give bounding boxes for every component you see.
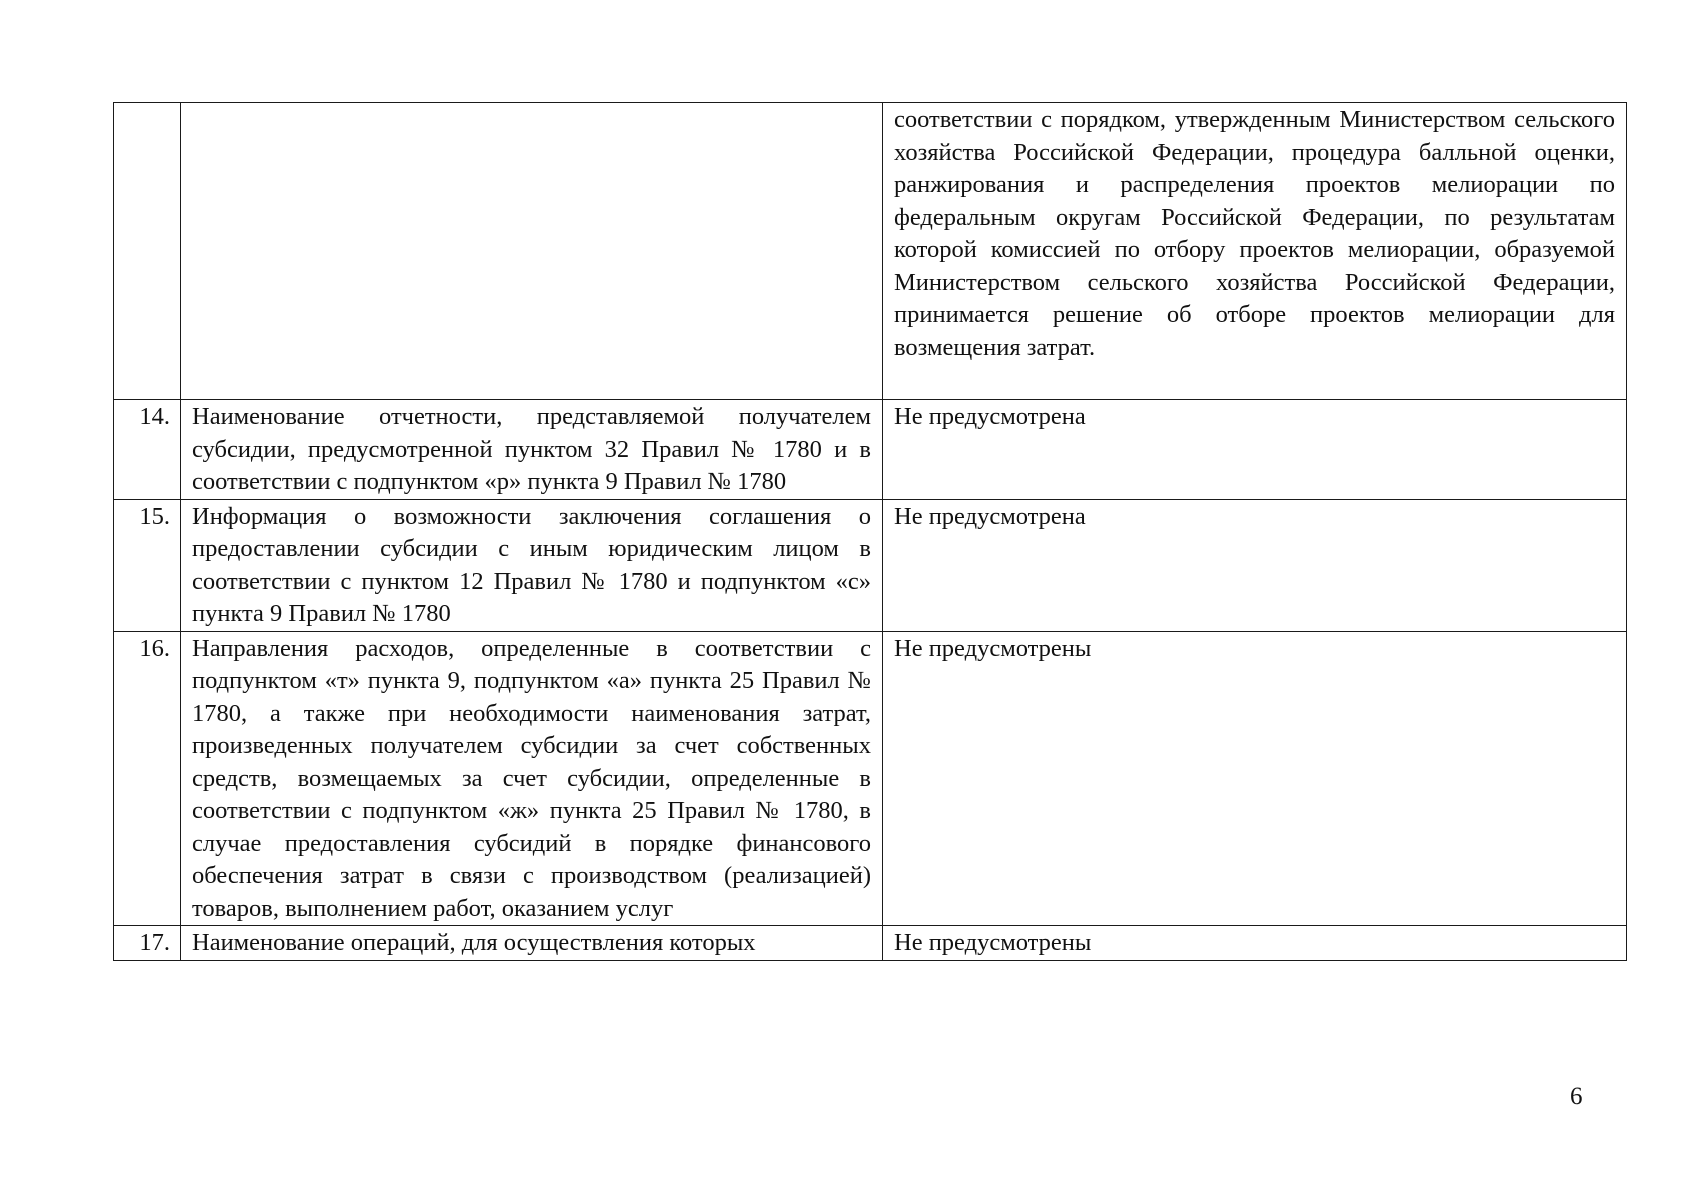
row-number [114, 103, 181, 400]
table-row [114, 400, 1627, 500]
table-row [114, 103, 1627, 400]
parameter-name [181, 103, 883, 400]
page-number: 6 [1570, 1083, 1583, 1110]
parameter-value: Не предусмотрены [883, 631, 1627, 926]
parameter-value: Не предусмотрена [883, 400, 1627, 500]
table-row [114, 926, 1627, 961]
document-table [113, 102, 1627, 961]
table-row [114, 499, 1627, 631]
parameter-name: Наименование операций, для осуществления которых [181, 926, 883, 961]
row-number: 17. [114, 926, 181, 961]
row-number: 14. [114, 400, 181, 500]
parameter-value: Не предусмотрены [883, 926, 1627, 961]
table-row [114, 631, 1627, 926]
parameter-value: Не предусмотрена [883, 499, 1627, 631]
parameter-name: Информация о возможности заключения соглашения о предоставлении субсидии с иным юридическим лицом в соответствии с пунктом 12 Правил № 1780 и подпунктом «с» пункта 9 Правил № 1780 [181, 499, 883, 631]
parameter-name: Направления расходов, определенные в соответствии с подпунктом «т» пункта 9, подпунктом «а» пункта 25 Правил № 1780, а также при необходимости наименования затрат, произведенных получателем субсидии за счет собственных средств, возмещаемых за счет субсидии, определенные в соответствии с подпунктом «ж» пункта 25 Правил № 1780, в случае предоставления субсидий в порядке финансового обеспечения затрат в связи с производством (реализацией) товаров, выполнением работ, оказанием услуг [181, 631, 883, 926]
row-number: 16. [114, 631, 181, 926]
parameter-name: Наименование отчетности, представляемой получателем субсидии, предусмотренной пунктом 32 Правил № 1780 и в соответствии с подпунктом «р» пункта 9 Правил № 1780 [181, 400, 883, 500]
parameter-value: соответствии с порядком, утвержденным Министерством сельского хозяйства Российской Федерации, процедура балльной оценки, ранжирования и распределения проектов мелиорации по федеральным округам Российской Федерации, по результатам которой комиссией по отбору проектов мелиорации, образуемой Министерством сельского хозяйства Российской Федерации, принимается решение об отборе проектов мелиорации для возмещения затрат. [883, 103, 1627, 400]
row-number: 15. [114, 499, 181, 631]
